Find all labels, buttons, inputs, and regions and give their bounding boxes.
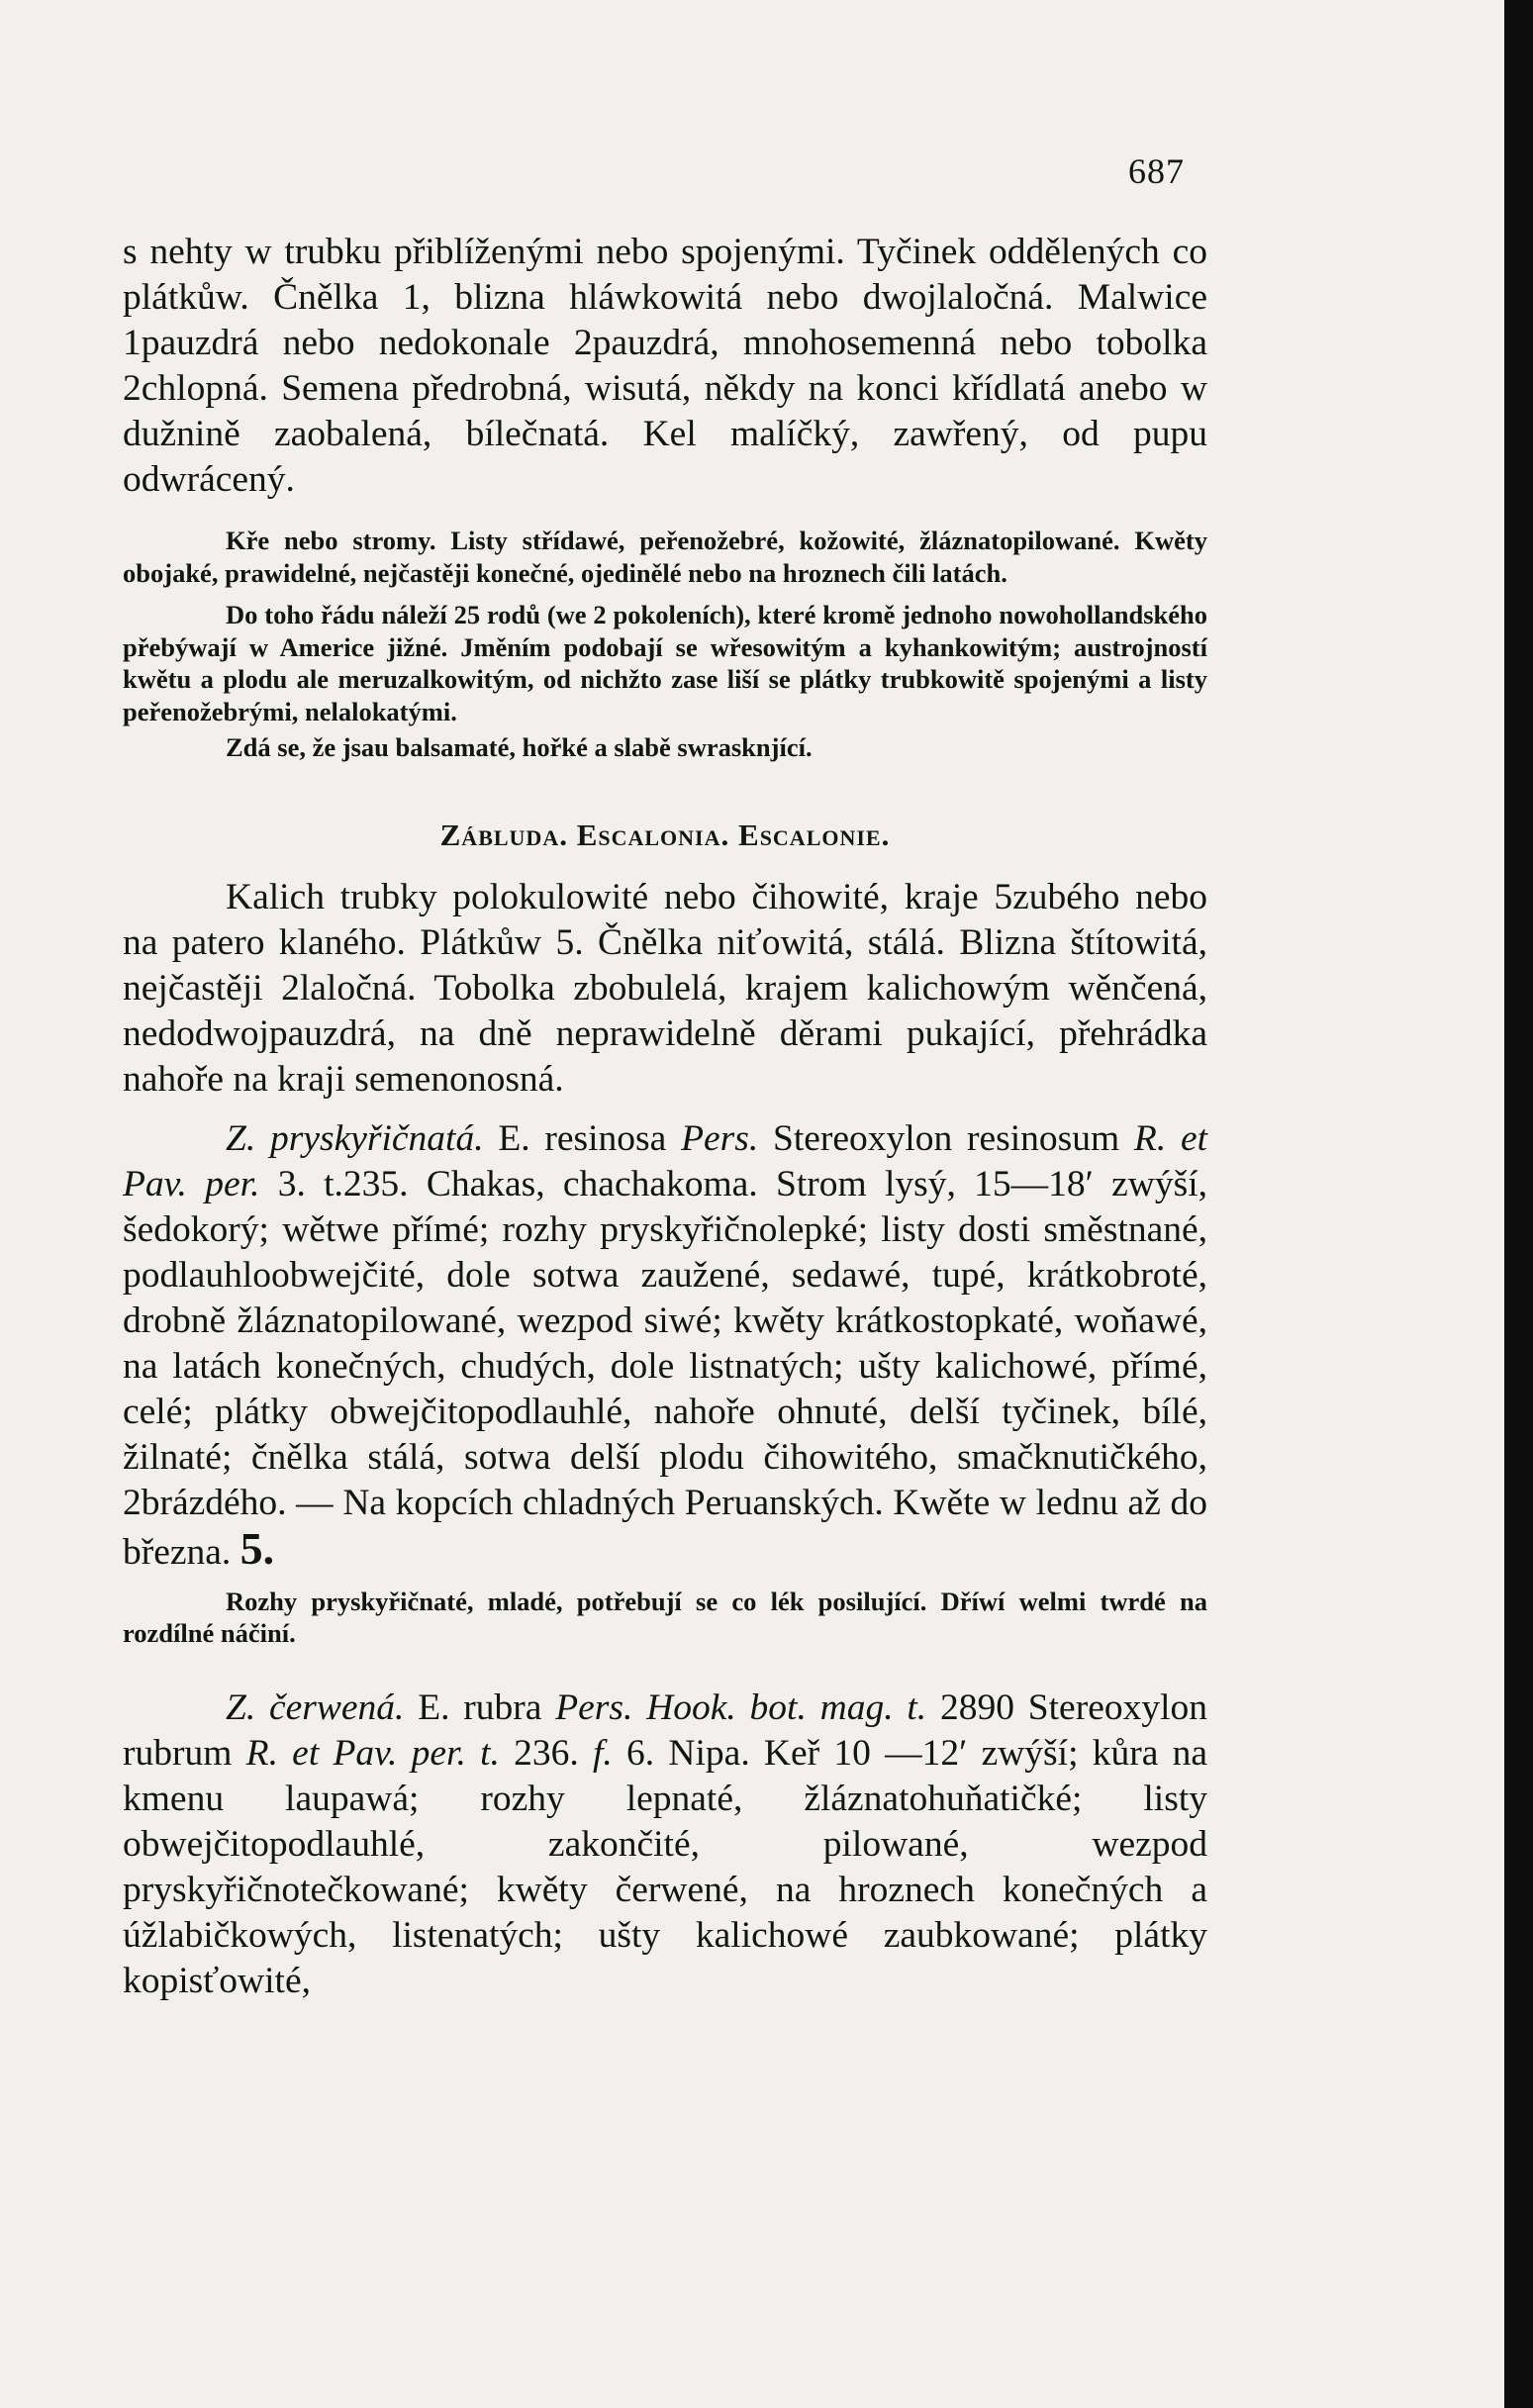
species-description: Nipa. Keř 10 —12′ zwýší; kůra na kmenu laupawá; rozhy lepnaté, žláznatohuňatičké; listy obwejčitopodlauhlé, zakončité, pilowané, wezpod pryskyřičnotečkowané; kwěty čerwené, na hroznech konečných a úžlabičkowých, listenatých; ušty kalichowé zaubkowané; plátky kopisťowité,	[123, 1732, 1208, 2001]
species-synonym: Stereoxylon rubrum	[123, 1686, 1208, 1774]
species-entry-rubra	[123, 1686, 1207, 2004]
species-description: Chakas, chachakoma. Strom lysý, 15—18′ zwýší, šedokorý; wětwe přímé; rozhy pryskyřičnolepké; listy dosti směstnané, podlauhloobwejčité, dole sotwa zaužené, sedawé, tupé, krátkobroté, drobně žláznatopilowané, wezpod siwé; kwěty krátkostopkaté, woňawé, na latách konečných, chudých, dole listnatých; ušty kalichowé, přímé, celé; plátky obwejčitopodlauhlé, nahoře ohnuté, delší tyčinek, bílé, žilnaté; čnělka stálá, sotwa delší plodu čihowitého, smačknutičkého, 2brázdého. — Na kopcích chladných Peruanských. Kwěte w lednu až do března.	[123, 1163, 1207, 1573]
species-note: Rozhy pryskyřičnaté, mladé, potřebují se co lék posilující. Dříwí welmi twrdé na rozdílné náčiní.	[123, 1586, 1207, 1648]
species-latin-name: E. rubra	[418, 1686, 542, 1728]
page-number: 687	[1128, 151, 1185, 191]
plate-reference: 3. t.235.	[277, 1163, 409, 1204]
text-column	[123, 230, 1207, 2004]
figure-number: 6.	[626, 1732, 655, 1774]
literature-reference: Hook. bot. mag. t.	[646, 1686, 927, 1728]
synonym-authority: R. et Pav. per. t.	[245, 1732, 500, 1774]
species-latin-name: E. resinosa	[498, 1117, 667, 1159]
species-marker: 5.	[240, 1522, 275, 1574]
plate-reference: 236.	[514, 1732, 579, 1774]
synonym-authority: R. et Pav. per.	[123, 1117, 1208, 1204]
distribution-paragraph: Do toho řádu náleží 25 rodů (we 2 pokoleních), které kromě jednoho nowohollandského přebýwají w Americe jižné. Jměním podobají se wřesowitým a kyhankowitým; austrojností kwětu a plodu ale meruzalkowitým, od nichžto zase liší se plátky trubkowitě spojenými a listy peřenožebrými, nelalokatými.	[123, 600, 1207, 726]
figure-reference: f.	[593, 1732, 613, 1774]
genus-description: Kalich trubky polokulowité nebo čihowité, kraje 5zubého nebo na patero klaného. Plátkůw 5. Čnělka niťowitá, stálá. Blizna štítowitá, nejčastěji 2laločná. Tobolka zbobulelá, krajem kalichowým wěnčená, nedodwojpauzdrá, na dně neprawidelně děrami pukající, přehrádka nahoře na kraji semenonosná.	[123, 876, 1207, 1100]
habit-paragraph: Kře nebo stromy. Listy střídawé, peřenožebré, kožowité, žláznatopilowané. Kwěty obojaké, prawidelné, nejčastěji konečné, ojedinělé nebo na hroznech čili latách.	[123, 526, 1207, 588]
species-czech-name: Z. čerwená.	[226, 1686, 405, 1728]
species-czech-name: Z. pryskyřičnatá.	[226, 1117, 484, 1159]
literature-number: 2890	[939, 1686, 1014, 1728]
intro-paragraph: s nehty w trubku přiblíženými nebo spojenými. Tyčinek oddělených co plátkůw. Čnělka 1, blizna hláwkowitá nebo dwojlaločná. Malwice 1pauzdrá nebo nedokonale 2pauzdrá, mnohosemenná nebo tobolka 2chlopná. Semena předrobná, wisutá, někdy na konci křídlatá anebo w dužnině zaobalená, bílečnatá. Kel malíčký, zawřený, od pupu odwrácený.	[123, 232, 1207, 500]
species-synonym: Stereoxylon resinosum	[772, 1117, 1120, 1159]
genus-heading: Zábluda. Escalonia. Escalonie.	[439, 817, 891, 852]
species-authority: Pers.	[681, 1117, 759, 1159]
species-entry-resinosa	[123, 1116, 1207, 1576]
properties-paragraph: Zdá se, že jsau balsamaté, hořké a slabě swrasknjící.	[226, 732, 813, 762]
species-authority: Pers.	[555, 1686, 633, 1728]
